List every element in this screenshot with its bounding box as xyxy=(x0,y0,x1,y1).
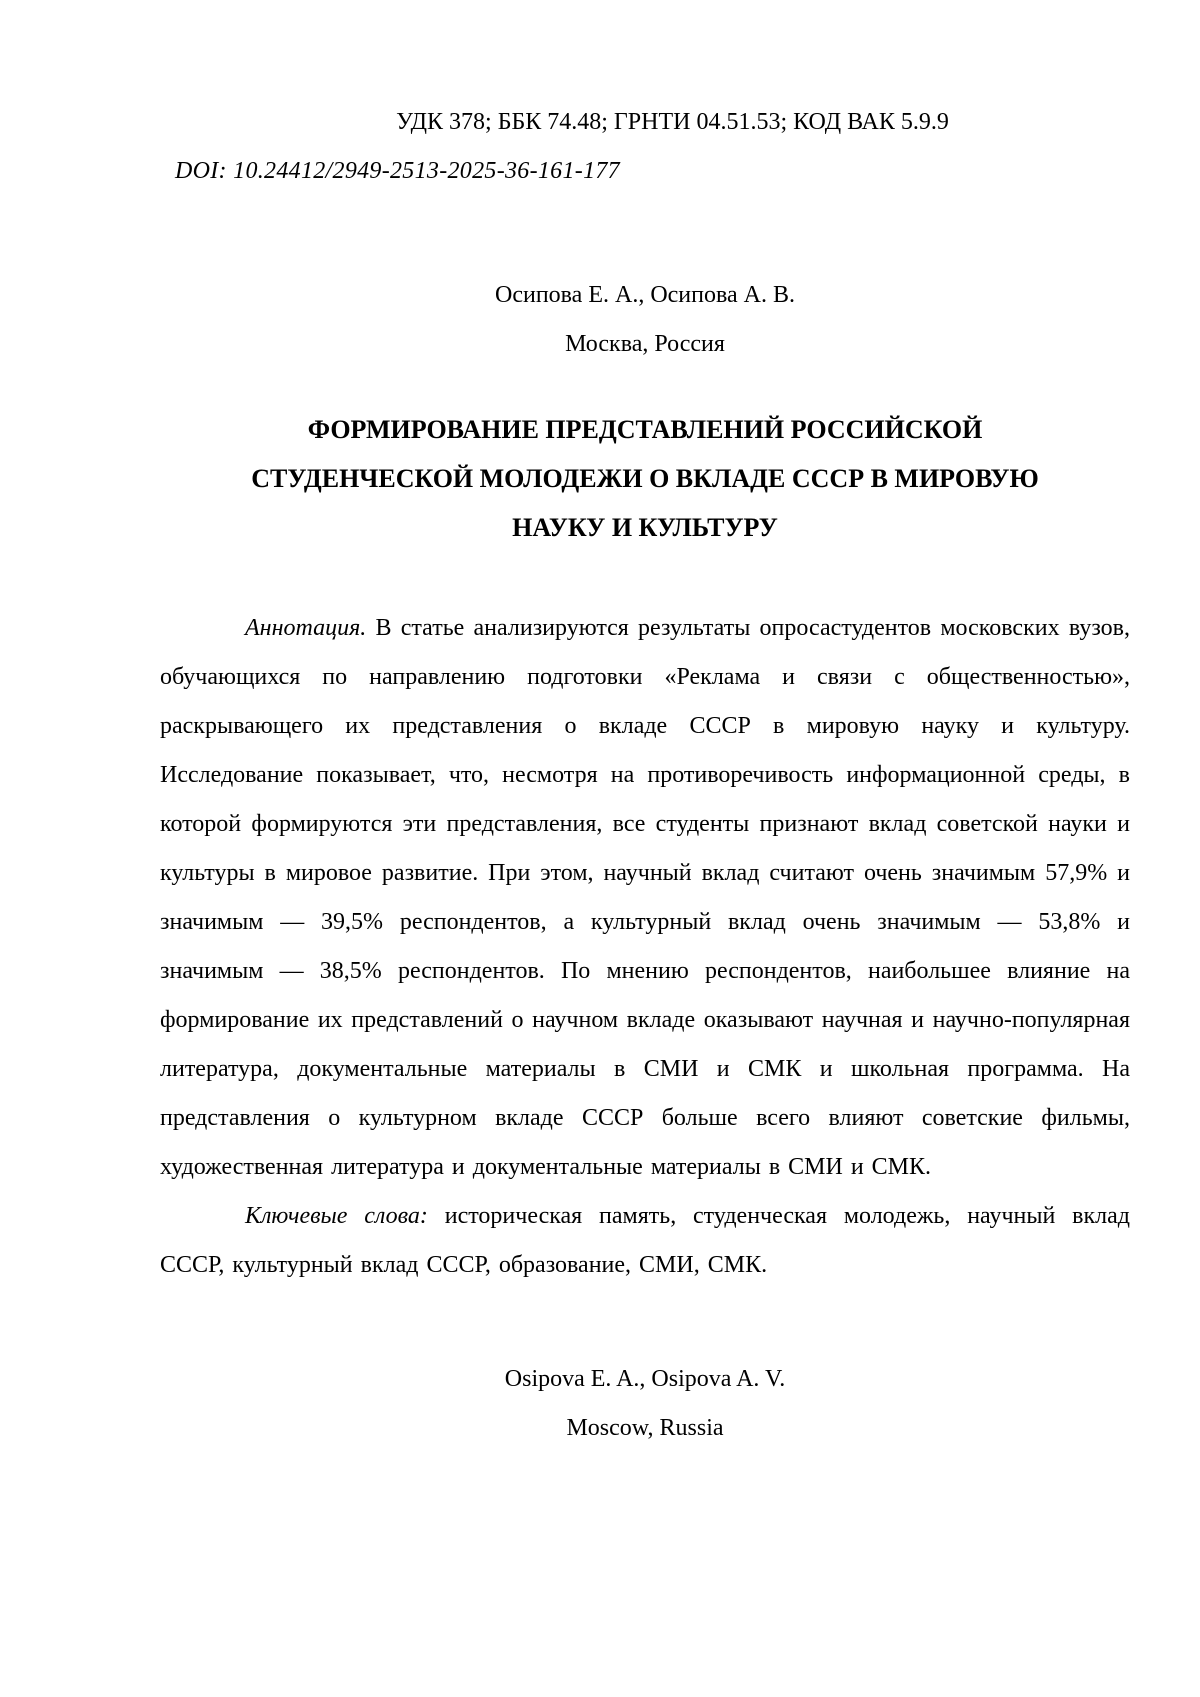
authors-russian: Осипова Е. А., Осипова А. В. xyxy=(494,282,795,308)
abstract-paragraph xyxy=(160,604,1130,1192)
location-english: Moscow, Russia xyxy=(566,1415,724,1441)
keywords-text: историческая память, студенческая молодежь, научный вклад СССР, культурный вклад СССР, образование, СМИ, СМК. xyxy=(160,1203,1131,1278)
location-russian: Москва, Россия xyxy=(565,331,725,357)
doi-line: DOI: 10.24412/2949-2513-2025-36-161-177 xyxy=(175,158,620,184)
classification-codes-line: УДК 378; ББК 74.48; ГРНТИ 04.51.53; КОД ВАК 5.9.9 xyxy=(396,109,949,135)
keywords-label: Ключевые слова: xyxy=(245,1203,428,1229)
article-title-line-3: НАУКУ И КУЛЬТУРУ xyxy=(512,513,778,542)
text-block xyxy=(160,98,1130,1453)
keywords-paragraph xyxy=(160,1192,1130,1290)
article-title xyxy=(160,405,1130,552)
article-title-line-1: ФОРМИРОВАНИЕ ПРЕДСТАВЛЕНИЙ РОССИЙСКОЙ xyxy=(307,415,983,444)
article-title-line-2: СТУДЕНЧЕСКОЙ МОЛОДЕЖИ О ВКЛАДЕ СССР В МИРОВУЮ xyxy=(251,464,1039,493)
abstract-label: Аннотация. xyxy=(245,615,367,641)
authors-english: Osipova E. A., Osipova A. V. xyxy=(504,1366,786,1392)
abstract-text: В статье анализируются результаты опросастудентов московских вузов, обучающихся по направлению подготовки «Реклама и связи с общественностью», раскрывающего их представления о вкладе СССР в мировую науку и культуру. Исследование показывает, что, несмотря на противоречивость информационной среды, в которой формируются эти представления, все студенты признают вклад советской науки и культуры в мировое развитие. При этом, научный вклад считают очень значимым 57,9% и значимым — 39,5% респондентов, а культурный вклад очень значимым — 53,8% и значимым — 38,5% респондентов. По мнению респондентов, наибольшее влияние на формирование их представлений о научном вкладе оказывают научная и научно-популярная литература, документальные материалы в СМИ и СМК и школьная программа. На представления о культурном вкладе СССР больше всего влияют советские фильмы, художественная литература и документальные материалы в СМИ и СМК. xyxy=(160,615,1130,1180)
